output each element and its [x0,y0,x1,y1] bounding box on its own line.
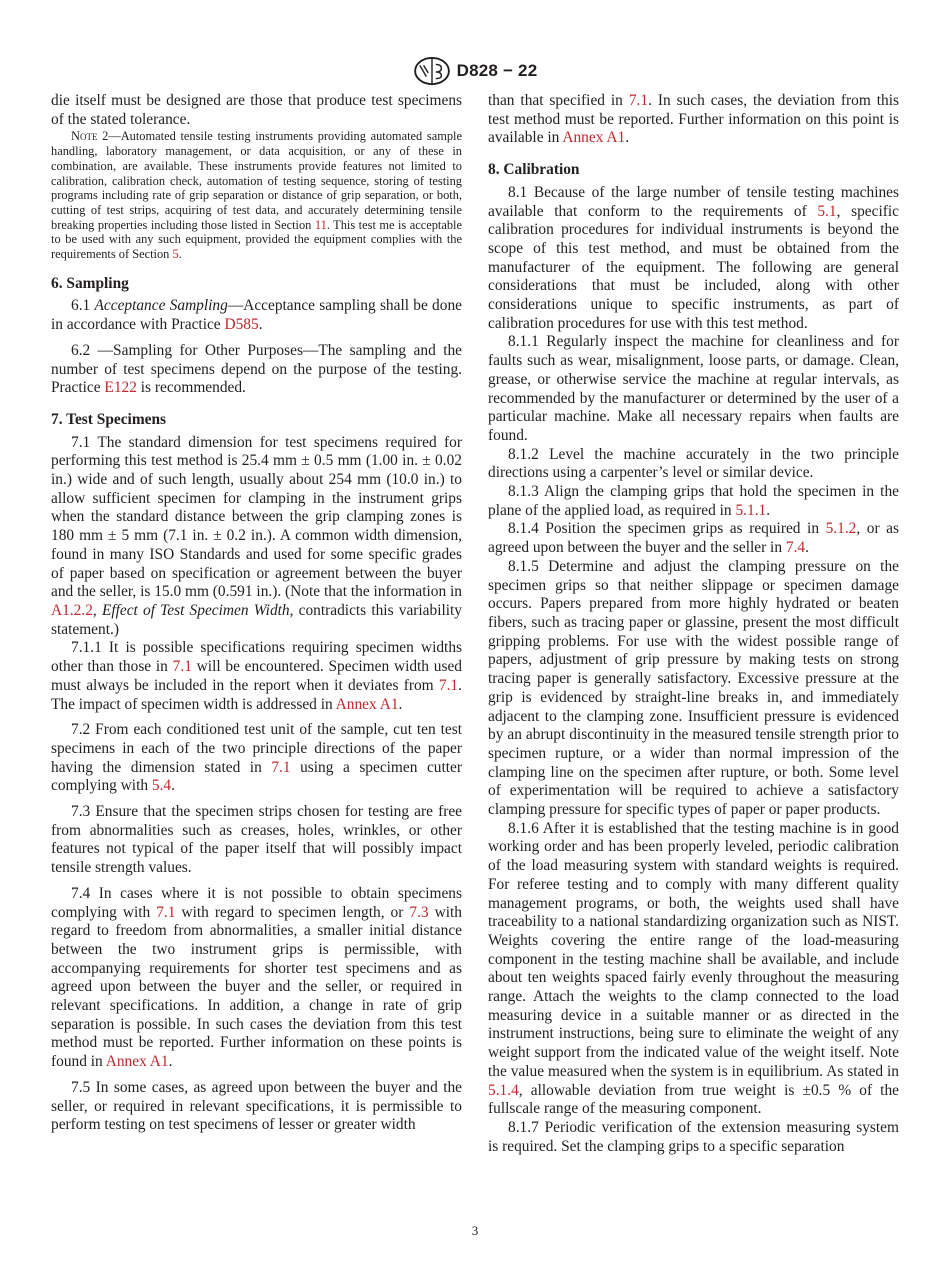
section-7-heading: 7. Test Specimens [51,410,167,428]
section-8-heading: 8. Calibration [488,161,580,179]
continued-paragraph: die itself must be designed are those that produce test specimens of the stated tolerance. [51,92,462,128]
link-annex-a1[interactable]: Annex A1 [562,129,626,147]
right-column [488,92,899,1156]
link-5-1-2[interactable]: 5.1.2 [825,520,857,538]
para-7-5: 7.5 In some cases, as agreed upon between the buyer and the seller, or required in relevant specifications, it is permissible to perform testing on test specimens of lesser or greater width [51,1078,462,1134]
left-column [51,92,462,1135]
link-7-3[interactable]: 7.3 [409,903,429,921]
link-annex-a1[interactable]: Annex A1 [335,695,399,713]
para-8-1-4: 8.1.4 Position the specimen grips as required in 5.1.2, or as agreed upon between the buyer and the seller in 7.4. [488,520,900,557]
para-7-1-1: 7.1.1 It is possible specifications requiring specimen widths other than those in 7.1 will be encountered. Specimen width used must always be included in the report when it deviates from 7.1. The impact of specimen width is addressed in Annex A1. [51,639,462,713]
link-7-1[interactable]: 7.1 [156,903,176,921]
para-7-1: 7.1 The standard dimension for test specimens required for performing this test method is 25.4 mm ± 0.5 mm (1.00 in. ± 0.02 in.) wide and of such length, usually about 254 mm (10.0 in.) to allow sufficient specimen for clamping in the instrument grips when the standard distance between the grip clamping zones is 180 mm ± 5 mm (7.1 in. ± 0.2 in.). A common width dimension, found in many ISO Standards and used for some specific grades of paper based on specification or agreement between the buyer and the seller, is 15.0 mm (0.591 in.). (Note that the information in A1.2.2, Effect of Test Specimen Width, contradicts this variability statement.) [51,433,463,638]
standard-designation: D828 − 22 [456,61,538,80]
para-6-2: 6.2 —Sampling for Other Purposes—The sampling and the number of test specimens depend on the purpose of the testing. Practice E122 is recommended. [51,341,462,397]
page-number: 3 [471,1223,479,1238]
para-7-3: 7.3 Ensure that the specimen strips chosen for testing are free from abnormalities such as creases, holes, wrinkles, or other features not typical of the paper itself that will possibly impact tensile strength values. [51,803,462,877]
link-5-1-1[interactable]: 5.1.1 [735,501,767,519]
note-label: Note 2 [71,129,109,144]
link-7-1[interactable]: 7.1 [628,92,649,109]
link-7-1[interactable]: 7.1 [438,676,459,694]
page-header [0,56,950,86]
link-section-11[interactable]: 11 [314,217,327,232]
para-8-1-5: 8.1.5 Determine and adjust the clamping pressure on the specimen grips so that neither slippage or specimen damage occurs. Papers prepared from more highly hydrated or beaten fibers, such as tracing paper or glassine, present the most difficult gripping problems. For use with the widest possible range of papers, adjustment of grip pressure by making tests on strong tracing paper is generally satisfactory. Excessive pressure at the grip is evidenced by straight-line breaks in, and immediately adjacent to the clamping zone. Insufficient pressure is evidenced by an abrupt discontinuity in the measured tensile strength prior to specimen rupture, or a wider than normal impression of the clamping line on the specimen after rupture, or both. Some level of experimentation will be required to achieve a satisfactory clamping pressure for specific types of paper or paper products. [488,557,899,819]
link-7-1[interactable]: 7.1 [271,758,291,776]
link-annex-a1[interactable]: Annex A1 [105,1053,169,1071]
section-6-heading: 6. Sampling [51,274,129,292]
para-8-1-7: 8.1.7 Periodic verification of the extension measuring system is required. Set the clamping grips to a specific separation [488,1118,899,1155]
para-8-1-6: 8.1.6 After it is established that the testing machine is in good working order and has been properly leveled, periodic calibration of the load measuring system with standard weights is required. For referee testing and to comply with many different quality management programs, or both, the weights used shall have traceability to a national standardizing organization such as NIST. Weights covering the entire range of the load-measuring component in the testing machine shall be available, and include about ten weights spaced fairly evenly throughout the measuring range. Attach the weights to the clamp connected to the load measuring device in a suitable manner or as directed in the instrument instructions, being sure to eliminate the weight of any weight support from the indicated value of the weight itself. Note the value measured when the system is in equilibrium. As stated in 5.1.4, allowable deviation from true weight is ±0.5 % of the fullscale range of the measuring component. [488,819,899,1118]
para-8-1-1: 8.1.1 Regularly inspect the machine for cleanliness and for faults such as wear, misalignment, loose parts, or damage. Clean, grease, or otherwise service the machine at regular intervals, as recommended by the manufacturer or determined by the user of a particular machine. Make all necessary repairs when faults are found. [488,333,899,444]
link-e122[interactable]: E122 [104,379,137,397]
link-5-4[interactable]: 5.4 [151,777,172,795]
para-8-1: 8.1 Because of the large number of tensile testing machines available that conform to the requirements of 5.1, specific calibration procedures for individual instruments is beyond the scope of this test method, and must be obtained from the manufacturer of the equipment. The following are general considerations that must be included, along with other considerations unique to specific instruments, as part of calibration procedures for use with this test method. [488,183,899,332]
note-2: Note 2—Automated tensile testing instruments providing automated sample handling, laboratory management, or data acquisition, or any of these in combination, are available. These instruments provide features not limited to calibration, calibration check, automation of testing sequence, storing of testing programs including rate of grip separation or distance of grip separation, or both, cutting of test strips, acquiring of test data, and accurately determining tensile breaking properties including those listed in Section 11. This test me is acceptable to be used with any such equipment, provided the equipment complies with the requirements of Section 5. [51,129,462,262]
link-7-4[interactable]: 7.4 [785,539,806,557]
link-7-1[interactable]: 7.1 [172,658,192,676]
continued-paragraph: than that specified in 7.1. In such cases, the deviation from this test method must be reported. Further information on this point is available in Annex A1. [488,92,899,147]
para-7-4: 7.4 In cases where it is not possible to obtain specimens complying with 7.1 with regard to specimen length, or 7.3 with regard to freedom from abnormalities, a smaller initial distance between the two instrument grips is permissible, with accompanying requirements for shorter test specimens and as agreed upon between the buyer and the seller, or required in relevant specifications. In addition, a change in rate of grip separation is possible. In such cases the deviation from this test method must be reported. Further information on these points is found in Annex A1. [51,884,462,1071]
para-7-2: 7.2 From each conditioned test unit of the sample, cut ten test specimens in each of the two principle directions of the paper having the dimension stated in 7.1 using a specimen cutter complying with 5.4. [51,721,462,795]
link-section-5[interactable]: 5 [172,247,179,262]
link-5-1-4[interactable]: 5.1.4 [488,1081,519,1099]
para-8-1-2: 8.1.2 Level the machine accurately in the two principle directions using a carpenter’s level or similar device. [488,445,899,482]
link-5-1[interactable]: 5.1 [817,202,837,220]
para-6-1: 6.1 Acceptance Sampling—Acceptance sampling shall be done in accordance with Practice D585. [51,297,462,334]
astm-logo-icon [413,56,451,86]
link-d585[interactable]: D585 [224,316,259,334]
link-a1-2-2[interactable]: A1.2.2 [51,601,93,619]
para-8-1-3: 8.1.3 Align the clamping grips that hold the specimen in the plane of the applied load, as required in 5.1.1. [488,483,899,519]
